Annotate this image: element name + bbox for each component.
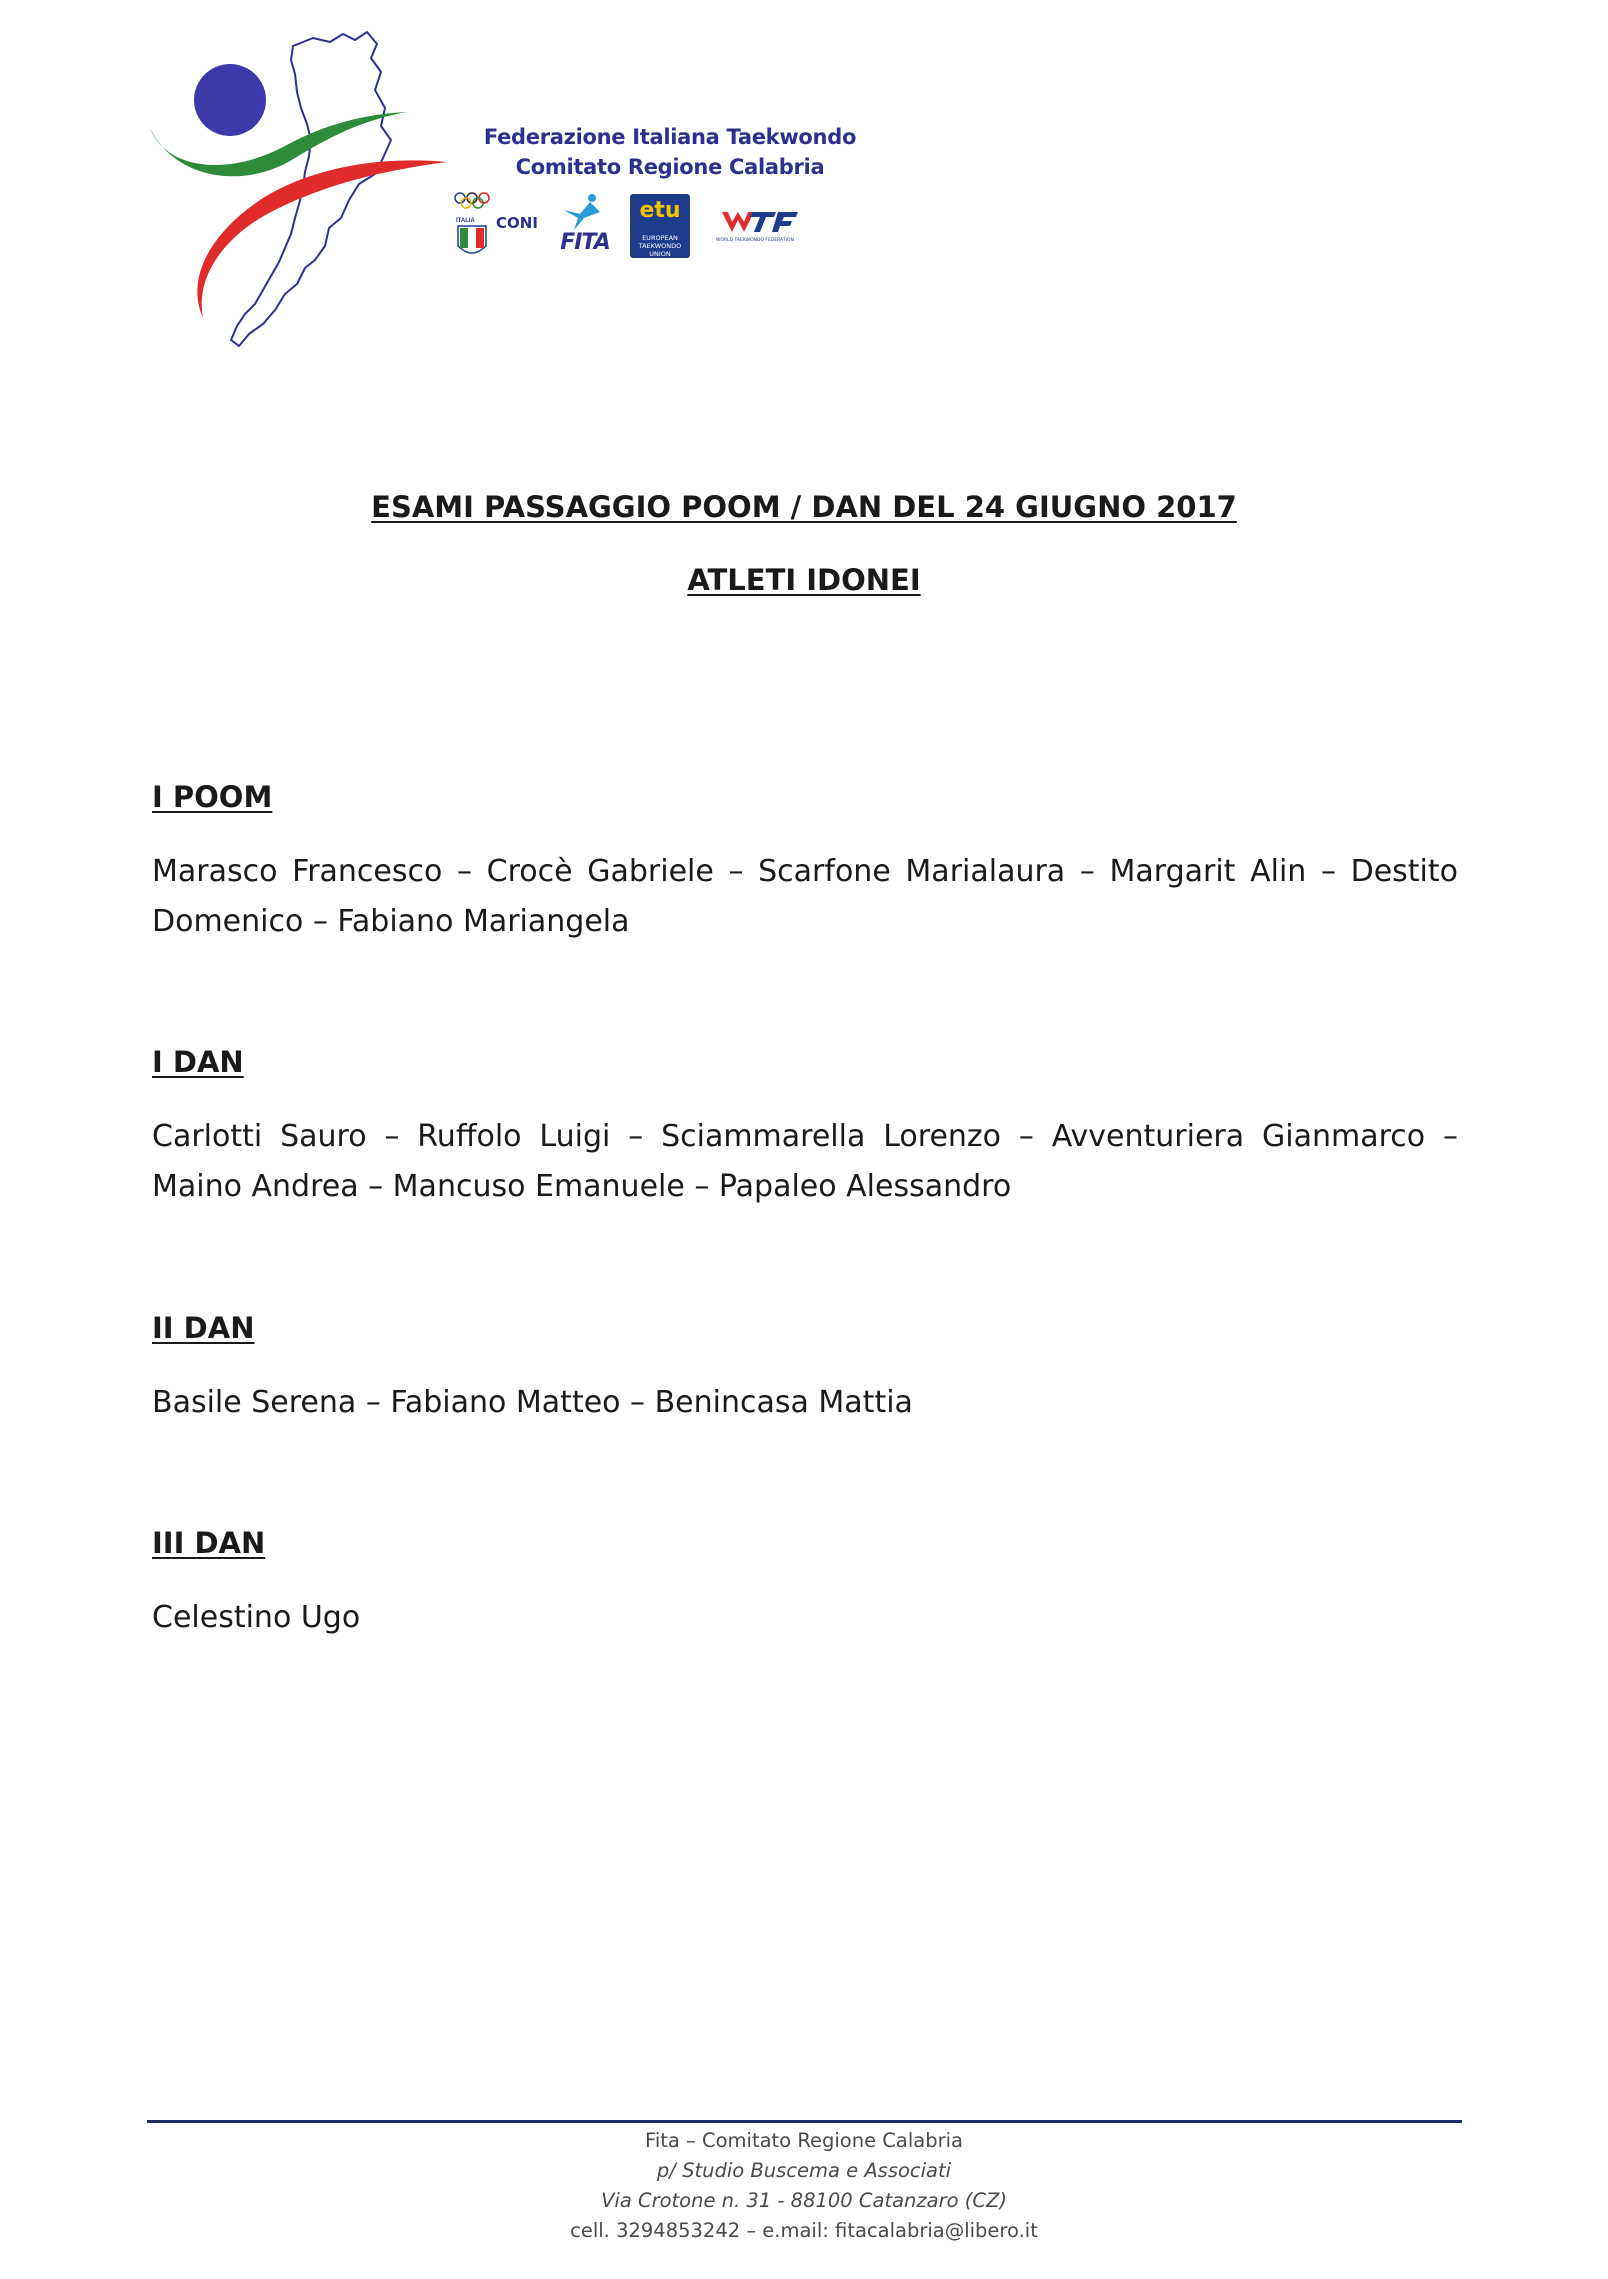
footer-address: Via Crotone n. 31 - 88100 Catanzaro (CZ) — [601, 2189, 1007, 2212]
document-title: ESAMI PASSAGGIO POOM / DAN DEL 24 GIUGNO 2017 — [371, 490, 1237, 524]
fita-calabria-logo — [145, 28, 465, 358]
logo-red-swoosh — [197, 160, 447, 318]
fita-logo — [550, 192, 620, 262]
etu-logo — [630, 194, 690, 258]
footer-studio: p/ Studio Buscema e Associati — [656, 2159, 952, 2182]
affiliation-logos — [452, 190, 832, 268]
coni-label: CONI — [496, 214, 538, 232]
wtf-logo — [702, 208, 812, 248]
org-name-line1: Federazione Italiana Taekwondo — [483, 125, 857, 149]
section-heading-iii-dan: III DAN — [152, 1526, 266, 1560]
fita-label: FITA — [560, 230, 610, 255]
coni-rings-icon — [452, 190, 492, 262]
etu-label: etu — [639, 198, 681, 223]
section-names-ii-dan: Basile Serena – Fabiano Matteo – Benincasa Mattia — [152, 1385, 913, 1420]
coni-italia-label: ITALIA — [456, 218, 475, 224]
etu-subtitle-line1: EUROPEAN — [642, 234, 678, 242]
section-heading-i-poom: I POOM — [152, 780, 273, 814]
fita-kicker-icon — [550, 192, 620, 232]
footer-contact: cell. 3294853242 – e.mail: fitacalabria@libero.it — [570, 2219, 1038, 2242]
organization-name — [460, 122, 880, 182]
section-heading-ii-dan: II DAN — [152, 1311, 255, 1345]
document-subtitle: ATLETI IDONEI — [687, 563, 921, 597]
logo-ball — [194, 64, 266, 136]
wtf-subtitle: WORLD TAEKWONDO FEDERATION — [716, 238, 794, 243]
org-name-line2: Comitato Regione Calabria — [515, 155, 825, 179]
coni-logo — [452, 190, 538, 262]
etu-subtitle — [630, 234, 690, 258]
section-heading-i-dan: I DAN — [152, 1045, 244, 1079]
footer — [0, 2126, 1608, 2246]
etu-subtitle-line2: TAEKWONDO UNION — [638, 242, 682, 258]
footer-divider — [147, 2120, 1462, 2123]
section-names-i-poom: Marasco Francesco – Crocè Gabriele – Scarfone Marialaura – Margarit Alin – Destito Domenico – Fabiano Mariangela — [152, 854, 1458, 939]
section-names-i-dan: Carlotti Sauro – Ruffolo Luigi – Sciammarella Lorenzo – Avventuriera Gianmarco – Maino Andrea – Mancuso Emanuele – Papaleo Alessandro — [152, 1119, 1458, 1204]
wtf-mark-icon — [702, 208, 812, 238]
section-names-iii-dan: Celestino Ugo — [152, 1600, 361, 1635]
footer-org: Fita – Comitato Regione Calabria — [645, 2129, 963, 2152]
